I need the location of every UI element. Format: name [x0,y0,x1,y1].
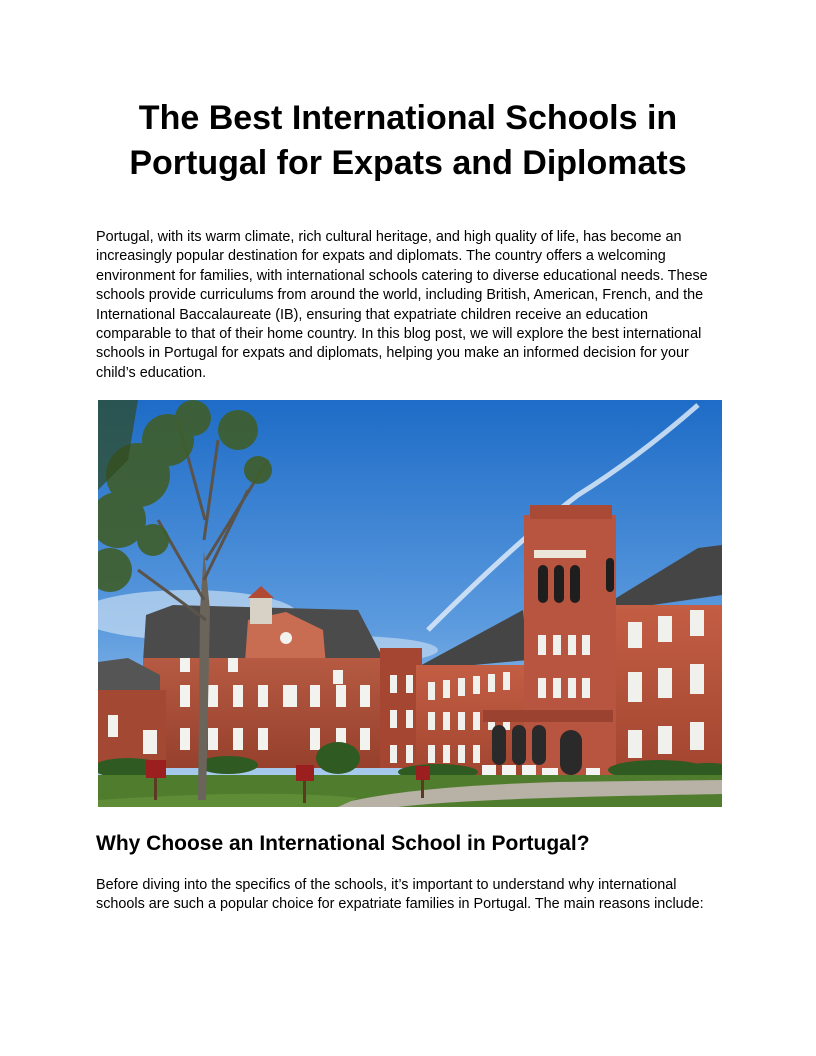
page-title: The Best International Schools in Portugal for Expats and Diplomats [129,99,687,182]
intro-paragraph: Portugal, with its warm climate, rich cultural heritage, and high quality of life, has become an increasingly popular destination for expats and diplomats. The country offers a welcoming environment for families, with international schools catering to diverse educational needs. These schools provide curriculums from around the world, including British, American, French, and the International Baccalaureate (IB), ensuring that expatriate children receive an education comparable to that of their home country. In this blog post, we will explore the best international schools in Portugal for expats and diplomats, helping you make an informed decision for your child’s education. [96,229,708,381]
school-campus-photo [98,400,722,807]
section-paragraph: Before diving into the specifics of the schools, it’s important to understand why international schools are such a popular choice for expatriate families in Portugal. The main reasons include: [96,877,704,913]
section-heading: Why Choose an International School in Portugal? [96,832,590,855]
